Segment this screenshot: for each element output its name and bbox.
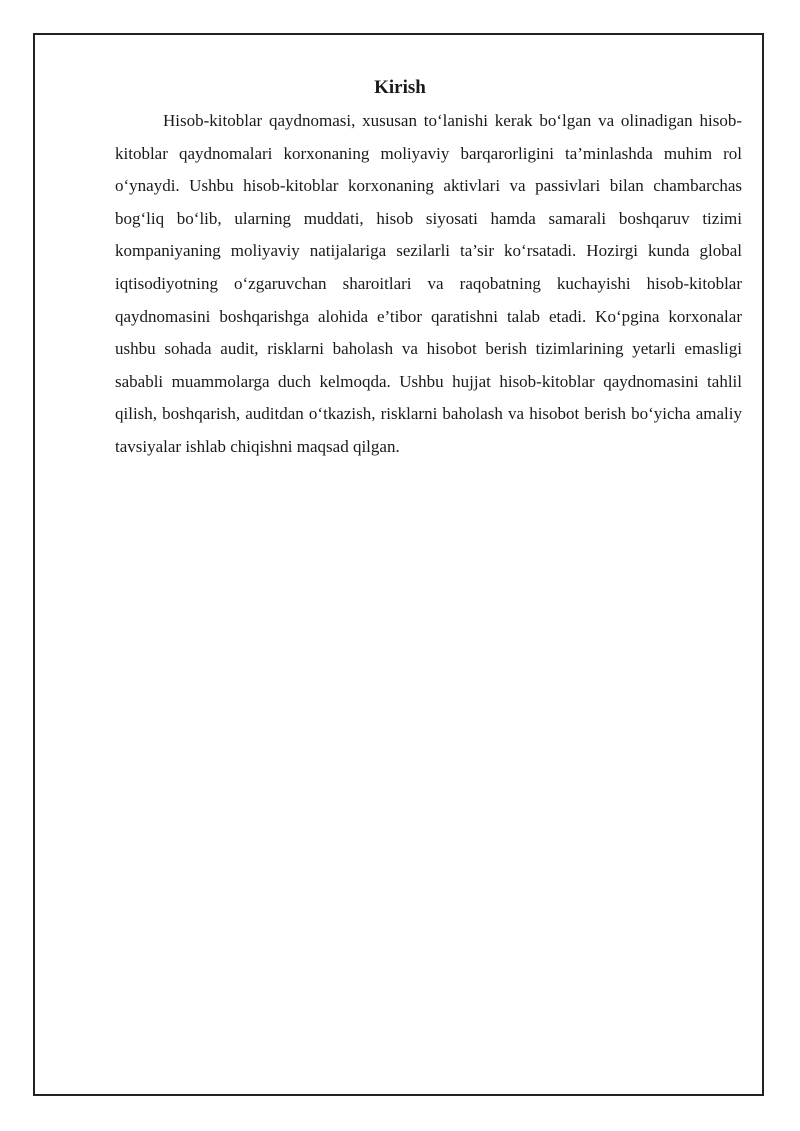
introduction-paragraph: Hisob-kitoblar qaydnomasi, xususan to‘lanishi kerak bo‘lgan va olinadigan hisob-kitoblar qaydnomalari korxonaning moliyaviy barqarorligini ta’minlashda muhim rol o‘ynaydi. Ushbu hisob-kitoblar korxonaning aktivlari va passivlari bilan chambarchas bog‘liq bo‘lib, ularning muddati, hisob siyosati hamda samarali boshqaruv tizimi kompaniyaning moliyaviy natijalariga sezilarli ta’sir ko‘rsatadi. Hozirgi kunda global iqtisodiyotning o‘zgaruvchan sharoitlari va raqobatning kuchayishi hisob-kitoblar qaydnomasini boshqarishga alohida e’tibor qaratishni talab etadi. Ko‘pgina korxonalar ushbu sohada audit, risklarni baholash va hisobot berish tizimlarining yetarli emasligi sababli muammolarga duch kelmoqda. Ushbu hujjat hisob-kitoblar qaydnomasini tahlil qilish, boshqarish, auditdan o‘tkazish, risklarni baholash va hisobot berish bo‘yicha amaliy tavsiyalar ishlab chiqishni maqsad qilgan. <box>115 111 742 456</box>
page-title: Kirish <box>374 77 426 98</box>
